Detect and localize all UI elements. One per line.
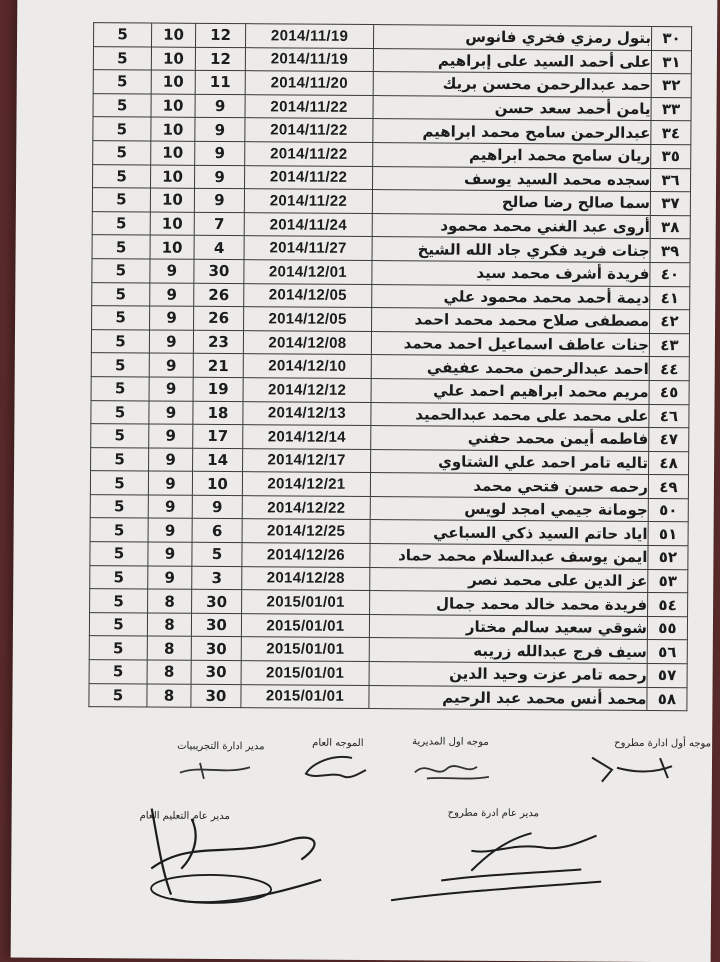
date-cell: 2015/01/01 — [241, 684, 369, 708]
col-b-cell: 10 — [151, 23, 195, 47]
col-c-cell: 6 — [192, 519, 242, 543]
general-inspector-label: الموجه العام — [312, 737, 364, 750]
col-c-cell: 30 — [191, 613, 241, 637]
date-cell: 2014/11/19 — [245, 24, 373, 48]
name-cell: ايمن يوسف عبدالسلام محمد حماد — [370, 544, 648, 570]
col-c-cell: 30 — [191, 684, 241, 708]
date-cell: 2014/12/08 — [243, 330, 371, 354]
name-cell: فريدة محمد خالد محمد جمال — [370, 591, 648, 617]
name-cell: على أحمد السيد على إبراهيم — [373, 48, 651, 74]
col-a-cell: 5 — [93, 46, 151, 70]
date-cell: 2014/12/22 — [242, 496, 370, 520]
name-cell: مريم محمد ابراهيم احمد علي — [371, 378, 649, 404]
date-cell: 2014/11/22 — [245, 142, 373, 166]
date-cell: 2014/12/05 — [244, 307, 372, 331]
serial-number-cell: ٥٨ — [647, 687, 687, 711]
col-b-cell: 10 — [151, 94, 195, 118]
date-cell: 2014/12/26 — [242, 543, 370, 567]
col-a-cell: 5 — [93, 117, 151, 141]
first-inspector-label: موجه أول ادارة مطروح — [614, 737, 712, 750]
serial-number-cell: ٤١ — [650, 286, 690, 310]
col-b-cell: 10 — [151, 165, 195, 189]
date-cell: 2014/12/21 — [242, 472, 370, 496]
first-inspector-signature — [572, 747, 682, 788]
name-cell: جومانة جيمي امجد لويس — [370, 496, 648, 522]
col-a-cell: 5 — [93, 141, 151, 165]
col-c-cell: 10 — [192, 472, 242, 496]
general-inspector-signature — [292, 750, 372, 787]
col-c-cell: 26 — [194, 283, 244, 307]
date-cell: 2014/11/19 — [245, 47, 373, 71]
date-cell: 2014/12/14 — [243, 425, 371, 449]
col-b-cell: 9 — [150, 306, 194, 330]
col-b-cell: 9 — [149, 448, 193, 472]
date-cell: 2014/12/05 — [244, 283, 372, 307]
name-cell: جنات عاطف اسماعيل احمد محمد — [371, 331, 649, 357]
date-cell: 2014/12/10 — [243, 354, 371, 378]
name-cell: رحمه تامر عزت وحيد الدين — [369, 662, 647, 688]
date-cell: 2015/01/01 — [241, 637, 369, 661]
serial-number-cell: ٣٠ — [651, 26, 691, 50]
col-b-cell: 10 — [150, 188, 194, 212]
col-a-cell: 5 — [90, 494, 148, 518]
name-cell: ديمة أحمد محمد محمود علي — [372, 284, 650, 310]
serial-number-cell: ٤٠ — [650, 262, 690, 286]
date-cell: 2014/11/20 — [245, 71, 373, 95]
serial-number-cell: ٥٧ — [647, 664, 687, 688]
col-a-cell: 5 — [91, 447, 149, 471]
table-row — [89, 683, 687, 711]
col-c-cell: 3 — [192, 566, 242, 590]
col-a-cell: 5 — [93, 70, 151, 94]
col-a-cell: 5 — [89, 683, 147, 707]
col-a-cell: 5 — [90, 565, 148, 589]
name-cell: احمد عبدالرحمن محمد عفيفي — [371, 355, 649, 381]
serial-number-cell: ٣٣ — [651, 97, 691, 121]
serial-number-cell: ٥٦ — [647, 640, 687, 664]
col-a-cell: 5 — [91, 329, 149, 353]
col-c-cell: 5 — [192, 542, 242, 566]
serial-number-cell: ٤٢ — [650, 310, 690, 334]
col-c-cell: 30 — [192, 590, 242, 614]
name-cell: بتول رمزي فخري فانوس — [373, 25, 651, 51]
col-c-cell: 26 — [194, 306, 244, 330]
col-b-cell: 9 — [148, 495, 192, 519]
date-cell: 2014/11/22 — [244, 189, 372, 213]
col-b-cell: 9 — [149, 400, 193, 424]
serial-number-cell: ٤٧ — [649, 428, 689, 452]
col-b-cell: 9 — [148, 542, 192, 566]
col-a-cell: 5 — [90, 518, 148, 542]
serial-number-cell: ٤٨ — [649, 451, 689, 475]
name-cell: تاليه تامر احمد علي الشتاوي — [371, 449, 649, 475]
education-director-signature — [131, 798, 332, 909]
name-cell: شوقي سعيد سالم مختار — [369, 614, 647, 640]
col-c-cell: 30 — [191, 637, 241, 661]
col-a-cell: 5 — [92, 282, 150, 306]
col-a-cell: 5 — [89, 612, 147, 636]
serial-number-cell: ٥٣ — [648, 569, 688, 593]
col-a-cell: 5 — [91, 400, 149, 424]
student-list — [88, 22, 693, 711]
col-b-cell: 9 — [150, 283, 194, 307]
name-cell: سما صالح رضا صالح — [372, 190, 650, 216]
date-cell: 2014/11/24 — [244, 212, 372, 236]
col-a-cell: 5 — [92, 235, 150, 259]
col-b-cell: 9 — [148, 566, 192, 590]
col-c-cell: 7 — [194, 212, 244, 236]
col-c-cell: 17 — [193, 424, 243, 448]
date-cell: 2014/12/28 — [242, 566, 370, 590]
col-c-cell: 9 — [194, 188, 244, 212]
date-cell: 2015/01/01 — [242, 590, 370, 614]
serial-number-cell: ٤٩ — [648, 475, 688, 499]
col-a-cell: 5 — [90, 589, 148, 613]
col-b-cell: 9 — [148, 471, 192, 495]
serial-number-cell: ٤٤ — [649, 357, 689, 381]
date-cell: 2014/12/01 — [244, 260, 372, 284]
name-cell: ريان سامح محمد ابراهيم — [373, 143, 651, 169]
col-a-cell: 5 — [92, 211, 150, 235]
directorate-inspector-label: موجه اول المديرية — [412, 736, 489, 748]
serial-number-cell: ٣٧ — [650, 192, 690, 216]
serial-number-cell: ٣١ — [651, 50, 691, 74]
col-c-cell: 9 — [195, 141, 245, 165]
col-a-cell: 5 — [90, 542, 148, 566]
col-a-cell: 5 — [92, 259, 150, 283]
serial-number-cell: ٣٢ — [651, 74, 691, 98]
col-b-cell: 10 — [150, 235, 194, 259]
name-cell: جنات فريد فكري جاد الله الشيخ — [372, 237, 650, 263]
col-a-cell: 5 — [92, 306, 150, 330]
date-cell: 2014/11/22 — [245, 165, 373, 189]
name-cell: سجده محمد السيد يوسف — [373, 166, 651, 192]
col-c-cell: 12 — [195, 47, 245, 71]
col-b-cell: 10 — [151, 70, 195, 94]
date-cell: 2015/01/01 — [241, 661, 369, 685]
col-c-cell: 18 — [193, 401, 243, 425]
serial-number-cell: ٤٥ — [649, 380, 689, 404]
col-c-cell: 14 — [193, 448, 243, 472]
serial-number-cell: ٥١ — [648, 522, 688, 546]
col-c-cell: 9 — [195, 118, 245, 142]
experimental-director-signature — [170, 755, 260, 786]
col-c-cell: 30 — [194, 259, 244, 283]
col-b-cell: 9 — [150, 259, 194, 283]
serial-number-cell: ٣٩ — [650, 239, 690, 263]
experimental-director-label: مدير ادارة التجريبيات — [177, 740, 265, 753]
date-cell: 2015/01/01 — [241, 613, 369, 637]
name-cell: محمد أنس محمد عبد الرحيم — [369, 685, 647, 711]
col-a-cell: 5 — [91, 424, 149, 448]
name-cell: عبدالرحمن سامح محمد ابراهيم — [373, 119, 651, 145]
date-cell: 2014/12/12 — [243, 378, 371, 402]
col-b-cell: 8 — [147, 613, 191, 637]
col-a-cell: 5 — [89, 636, 147, 660]
paper-sheet — [11, 0, 718, 962]
col-b-cell: 8 — [147, 660, 191, 684]
name-cell: سيف فرج عبدالله زريبه — [369, 638, 647, 664]
col-a-cell: 5 — [91, 353, 149, 377]
col-b-cell: 9 — [149, 330, 193, 354]
matrouh-director-label: مدير عام ادرة مطروح — [447, 807, 540, 820]
serial-number-cell: ٣٥ — [651, 144, 691, 168]
col-c-cell: 21 — [193, 354, 243, 378]
col-b-cell: 9 — [149, 424, 193, 448]
col-c-cell: 9 — [195, 165, 245, 189]
date-cell: 2014/11/22 — [245, 118, 373, 142]
name-cell: أروى عبد الغني محمد محمود — [372, 213, 650, 239]
col-b-cell: 10 — [151, 47, 195, 71]
col-c-cell: 4 — [194, 236, 244, 260]
student-table-body — [89, 23, 692, 711]
col-b-cell: 8 — [147, 684, 191, 708]
col-b-cell: 10 — [151, 141, 195, 165]
serial-number-cell: ٣٦ — [650, 168, 690, 192]
serial-number-cell: ٣٤ — [651, 121, 691, 145]
col-c-cell: 23 — [193, 330, 243, 354]
col-c-cell: 12 — [195, 23, 245, 47]
col-b-cell: 8 — [147, 636, 191, 660]
directorate-inspector-signature — [407, 750, 497, 787]
name-cell: اياد حاتم السيد ذكي السباعي — [370, 520, 648, 546]
matrouh-director-signature — [381, 820, 612, 912]
col-a-cell: 5 — [94, 23, 152, 47]
serial-number-cell: ٥٤ — [648, 593, 688, 617]
col-b-cell: 9 — [148, 518, 192, 542]
col-a-cell: 5 — [93, 164, 151, 188]
name-cell: عز الدين على محمد نصر — [370, 567, 648, 593]
col-b-cell: 8 — [148, 589, 192, 613]
name-cell: يامن أحمد سعد حسن — [373, 95, 651, 121]
col-c-cell: 30 — [191, 660, 241, 684]
date-cell: 2014/11/22 — [245, 94, 373, 118]
date-cell: 2014/11/27 — [244, 236, 372, 260]
col-b-cell: 10 — [151, 117, 195, 141]
col-a-cell: 5 — [93, 93, 151, 117]
col-c-cell: 11 — [195, 71, 245, 95]
education-director-label: مدير عام التعليم العام — [139, 810, 230, 823]
name-cell: رحمه حسن فتحي محمد — [370, 473, 648, 499]
date-cell: 2014/12/13 — [243, 401, 371, 425]
col-c-cell: 19 — [193, 377, 243, 401]
col-a-cell: 5 — [91, 376, 149, 400]
serial-number-cell: ٥٢ — [648, 546, 688, 570]
col-a-cell: 5 — [90, 471, 148, 495]
date-cell: 2014/12/25 — [242, 519, 370, 543]
name-cell: فريدة أشرف محمد سيد — [372, 260, 650, 286]
col-b-cell: 10 — [150, 212, 194, 236]
name-cell: حمد عبدالرحمن محسن بريك — [373, 72, 651, 98]
name-cell: فاطمه أيمن محمد حفني — [371, 426, 649, 452]
col-a-cell: 5 — [92, 188, 150, 212]
serial-number-cell: ٤٦ — [649, 404, 689, 428]
serial-number-cell: ٥٥ — [647, 616, 687, 640]
col-c-cell: 9 — [195, 94, 245, 118]
col-a-cell: 5 — [89, 660, 147, 684]
name-cell: مصطفى صلاح محمد محمد احمد — [372, 308, 650, 334]
col-b-cell: 9 — [149, 353, 193, 377]
col-c-cell: 9 — [192, 495, 242, 519]
serial-number-cell: ٥٠ — [648, 498, 688, 522]
serial-number-cell: ٤٣ — [649, 333, 689, 357]
name-cell: على محمد على محمد عبدالحميد — [371, 402, 649, 428]
serial-number-cell: ٣٨ — [650, 215, 690, 239]
date-cell: 2014/12/17 — [243, 448, 371, 472]
col-b-cell: 9 — [149, 377, 193, 401]
student-table — [88, 22, 692, 711]
